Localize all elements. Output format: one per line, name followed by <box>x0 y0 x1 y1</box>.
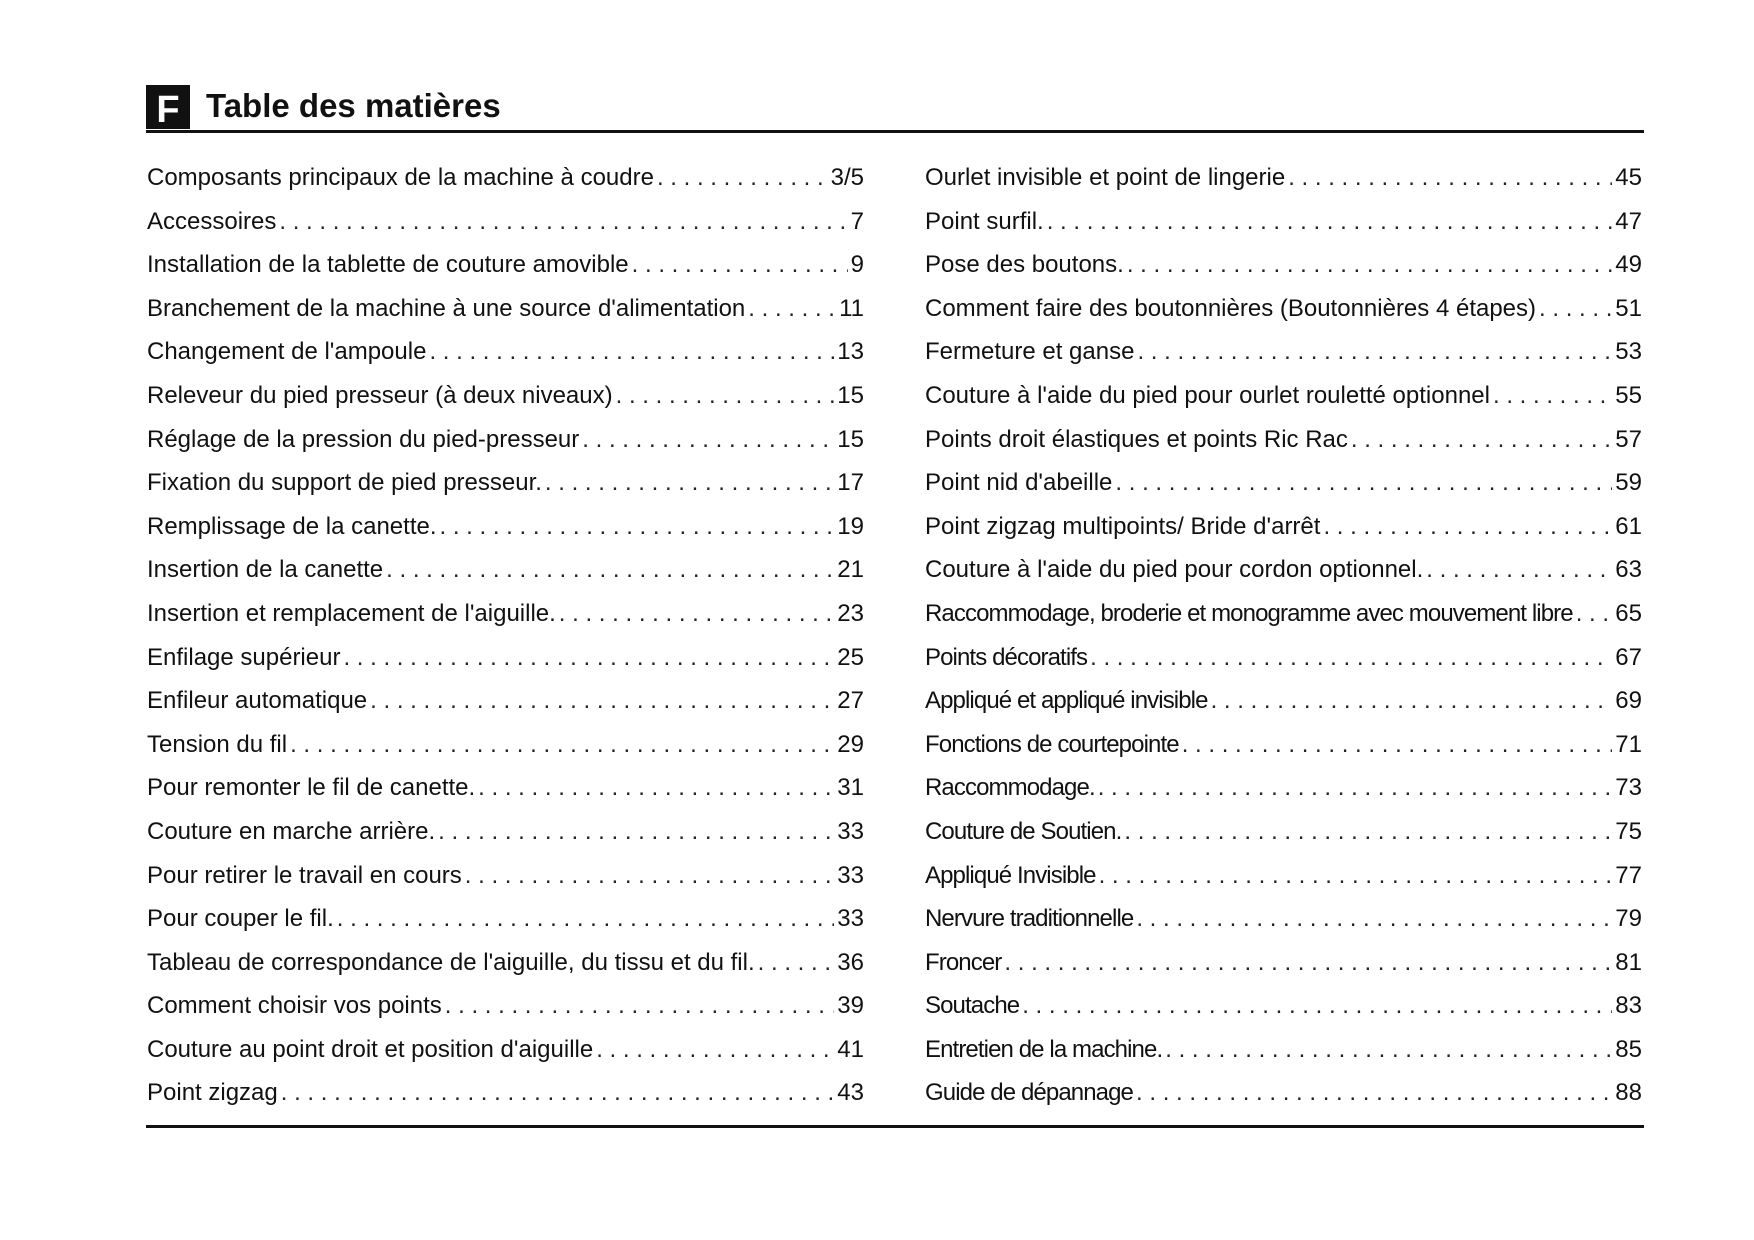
toc-entry-label: Fonctions de courtepointe <box>925 730 1179 758</box>
toc-entry[interactable] <box>147 636 864 680</box>
toc-entry-page: 33 <box>837 817 864 845</box>
toc-entry[interactable] <box>147 941 864 985</box>
toc-entry-page: 33 <box>837 861 864 889</box>
page-title: Table des matières <box>206 87 501 124</box>
toc-entry[interactable] <box>147 418 864 462</box>
toc-entry-label: Tableau de correspondance de l'aiguille, du tissu et du fil. <box>147 948 755 976</box>
dot-leader <box>386 548 834 592</box>
dot-leader <box>1127 243 1612 287</box>
toc-entry-page: 11 <box>839 294 864 322</box>
dot-leader <box>1115 461 1612 505</box>
toc-entry[interactable] <box>147 897 864 941</box>
dot-leader <box>1137 330 1612 374</box>
toc-entry[interactable] <box>925 243 1642 287</box>
toc-entry-label: Nervure traditionnelle <box>925 905 1134 933</box>
toc-entry-page: 39 <box>837 992 864 1020</box>
toc-entry-label: Installation de la tablette de couture amovible <box>147 251 629 279</box>
toc-entry[interactable] <box>925 505 1642 549</box>
toc-entry-page: 73 <box>1615 774 1642 802</box>
toc-left-column <box>147 156 864 1115</box>
toc-entry-page: 79 <box>1615 905 1642 933</box>
toc-entry-label: Comment faire des boutonnières (Boutonnières 4 étapes) <box>925 294 1537 322</box>
toc-entry[interactable] <box>925 810 1642 854</box>
toc-entry-label: Point zigzag multipoints/ Bride d'arrêt <box>925 512 1321 540</box>
toc-entry-page: 15 <box>837 425 864 453</box>
toc-entry[interactable] <box>925 461 1642 505</box>
toc-entry-page: 83 <box>1615 992 1642 1020</box>
dot-leader <box>438 810 834 854</box>
dot-leader <box>478 766 834 810</box>
toc-entry-label: Appliqué Invisible <box>925 861 1096 889</box>
toc-entry-label: Couture à l'aide du pied pour ourlet rouletté optionnel <box>925 381 1490 409</box>
dot-leader <box>440 505 835 549</box>
language-badge: F <box>146 85 190 129</box>
dot-leader <box>1090 636 1612 680</box>
dot-leader <box>1539 287 1612 331</box>
dot-leader <box>545 461 834 505</box>
toc-entry[interactable] <box>147 1071 864 1115</box>
toc-entry-label: Accessoires <box>147 207 277 235</box>
toc-entry[interactable] <box>925 766 1642 810</box>
toc-entry-page: 33 <box>837 905 864 933</box>
dot-leader <box>337 897 835 941</box>
toc-entry[interactable] <box>147 810 864 854</box>
dot-leader <box>1182 723 1613 767</box>
toc-entry-label: Branchement de la machine à une source d'alimentation <box>147 294 746 322</box>
dot-leader <box>279 200 847 244</box>
toc-entry-page: 47 <box>1615 207 1642 235</box>
toc-entry[interactable] <box>925 723 1642 767</box>
toc-entry-label: Insertion de la canette <box>147 556 384 584</box>
dot-leader <box>290 723 834 767</box>
toc-entry[interactable] <box>925 548 1642 592</box>
toc-entry[interactable] <box>147 461 864 505</box>
toc-entry-page: 81 <box>1615 948 1642 976</box>
dot-leader <box>1323 505 1612 549</box>
toc-entry-page: 67 <box>1615 643 1642 671</box>
toc-entry-page: 21 <box>837 556 864 584</box>
dot-leader <box>1288 156 1612 200</box>
toc-entry-page: 85 <box>1615 1035 1642 1063</box>
dot-leader <box>1098 766 1613 810</box>
toc-right-column <box>925 156 1642 1115</box>
toc-entry-label: Comment choisir vos points <box>147 992 442 1020</box>
toc-entry[interactable] <box>925 636 1642 680</box>
toc-entry-label: Point surfil. <box>925 207 1044 235</box>
toc-entry-page: 65 <box>1615 599 1642 627</box>
toc-entry-page: 36 <box>837 948 864 976</box>
toc-entry[interactable] <box>925 897 1642 941</box>
toc-entry-label: Tension du fil <box>147 730 288 758</box>
toc-entry-label: Point nid d'abeille <box>925 469 1113 497</box>
dot-leader <box>1047 200 1613 244</box>
dot-leader <box>1211 679 1613 723</box>
dot-leader <box>1576 592 1613 636</box>
dot-leader <box>758 941 835 985</box>
toc-entry[interactable] <box>147 505 864 549</box>
dot-leader <box>596 1028 834 1072</box>
toc-entry-label: Points droit élastiques et points Ric Rac <box>925 425 1348 453</box>
toc-entry-page: 51 <box>1615 294 1642 322</box>
toc-entry[interactable] <box>147 854 864 898</box>
dot-leader <box>657 156 828 200</box>
dot-leader <box>1004 941 1612 985</box>
toc-entry-page: 55 <box>1615 381 1642 409</box>
toc-entry-page: 49 <box>1615 251 1642 279</box>
toc-entry-page: 7 <box>850 207 864 235</box>
toc-entry-label: Soutache <box>925 992 1020 1020</box>
toc-entry-page: 19 <box>837 512 864 540</box>
toc-entry[interactable] <box>147 679 864 723</box>
toc-entry-page: 15 <box>837 381 864 409</box>
toc-entry-page: 23 <box>837 599 864 627</box>
toc-entry-page: 3/5 <box>830 164 864 191</box>
dot-leader <box>632 243 848 287</box>
toc-entry-label: Pour couper le fil. <box>147 905 334 933</box>
toc-entry[interactable] <box>147 243 864 287</box>
toc-entry-label: Composants principaux de la machine à coudre <box>147 164 654 191</box>
dot-leader <box>1124 810 1612 854</box>
toc-entry[interactable] <box>925 1071 1642 1115</box>
toc-entry-label: Couture à l'aide du pied pour cordon optionnel. <box>925 556 1424 584</box>
toc-entry[interactable] <box>147 723 864 767</box>
toc-entry-label: Raccommodage, broderie et monogramme avec mouvement libre <box>925 599 1573 627</box>
toc-entry-page: 69 <box>1615 687 1642 715</box>
toc-entry-page: 88 <box>1615 1079 1642 1107</box>
toc-entry[interactable] <box>925 287 1642 331</box>
dot-leader <box>616 374 835 418</box>
toc-entry[interactable] <box>147 984 864 1028</box>
toc-entry[interactable] <box>147 156 864 200</box>
toc-entry-page: 61 <box>1615 512 1642 540</box>
toc-entry[interactable] <box>147 287 864 331</box>
dot-leader <box>1426 548 1612 592</box>
toc-entry-label: Pose des boutons. <box>925 251 1124 279</box>
toc-entry[interactable] <box>147 200 864 244</box>
toc-entry-label: Enfilage supérieur <box>147 643 341 671</box>
toc-entry-label: Entretien de la machine. <box>925 1035 1163 1063</box>
toc-entry-label: Points décoratifs <box>925 643 1088 671</box>
dot-leader <box>748 287 836 331</box>
dot-leader <box>559 592 835 636</box>
toc-entry[interactable] <box>925 592 1642 636</box>
toc-entry-label: Couture au point droit et position d'aiguille <box>147 1035 594 1063</box>
toc-entry[interactable] <box>147 330 864 374</box>
toc-entry-label: Insertion et remplacement de l'aiguille. <box>147 599 556 627</box>
toc-entry[interactable] <box>147 548 864 592</box>
dot-leader <box>1165 1028 1612 1072</box>
toc-entry[interactable] <box>147 766 864 810</box>
toc-entry-label: Appliqué et appliqué invisible <box>925 687 1208 715</box>
toc-entry-page: 29 <box>837 730 864 758</box>
dot-leader <box>1351 418 1612 462</box>
toc-entry-label: Réglage de la pression du pied-presseur <box>147 425 580 453</box>
dot-leader <box>445 984 835 1028</box>
toc-entry-label: Raccommodage. <box>925 774 1095 802</box>
toc-entry-label: Pour retirer le travail en cours <box>147 861 462 889</box>
dot-leader <box>343 636 834 680</box>
toc-entry-label: Enfileur automatique <box>147 687 368 715</box>
toc-entry-label: Froncer <box>925 948 1002 976</box>
dot-leader <box>1493 374 1612 418</box>
toc-entry-label: Couture en marche arrière. <box>147 817 436 845</box>
toc-entry-label: Changement de l'ampoule <box>147 338 427 366</box>
dot-leader <box>281 1071 835 1115</box>
toc-entry-label: Pour remonter le fil de canette. <box>147 774 476 802</box>
dot-leader <box>1136 897 1612 941</box>
dot-leader <box>429 330 834 374</box>
toc-entry-label: Releveur du pied presseur (à deux niveaux) <box>147 381 613 409</box>
toc-entry-page: 25 <box>837 643 864 671</box>
toc-entry-page: 59 <box>1615 469 1642 497</box>
toc-entry-page: 13 <box>837 338 864 366</box>
toc-entry-page: 41 <box>837 1035 864 1063</box>
toc-entry-page: 63 <box>1615 556 1642 584</box>
toc-entry-page: 75 <box>1615 817 1642 845</box>
toc-entry[interactable] <box>925 941 1642 985</box>
toc-entry[interactable] <box>147 374 864 418</box>
toc-entry-label: Fixation du support de pied presseur. <box>147 469 542 497</box>
toc-entry[interactable] <box>147 592 864 636</box>
toc-entry-page: 45 <box>1615 164 1642 191</box>
dot-leader <box>582 418 834 462</box>
toc-entry-page: 31 <box>837 774 864 802</box>
dot-leader <box>370 679 834 723</box>
toc-entry-page: 57 <box>1615 425 1642 453</box>
toc-entry[interactable] <box>925 374 1642 418</box>
toc-entry-label: Remplissage de la canette. <box>147 512 437 540</box>
dot-leader <box>465 854 835 898</box>
toc-entry[interactable] <box>925 679 1642 723</box>
toc-entry[interactable] <box>925 418 1642 462</box>
toc-entry[interactable] <box>925 330 1642 374</box>
toc-entry-label: Couture de Soutien. <box>925 817 1122 845</box>
toc-entry-page: 9 <box>850 251 864 279</box>
toc-entry-page: 53 <box>1615 338 1642 366</box>
toc-entry-label: Ourlet invisible et point de lingerie <box>925 164 1286 191</box>
toc-entry-page: 17 <box>837 469 864 497</box>
toc-entry-label: Point zigzag <box>147 1079 278 1107</box>
toc-entry[interactable] <box>147 1028 864 1072</box>
toc-entry[interactable] <box>925 156 1642 200</box>
toc-entry-page: 27 <box>837 687 864 715</box>
toc-entry[interactable] <box>925 200 1642 244</box>
toc-entry-label: Guide de dépannage <box>925 1079 1134 1107</box>
toc-entry[interactable] <box>925 984 1642 1028</box>
toc-entry-page: 43 <box>837 1079 864 1107</box>
toc-entry-page: 71 <box>1615 730 1642 758</box>
toc-entry[interactable] <box>925 854 1642 898</box>
footer-divider <box>146 1125 1644 1128</box>
dot-leader <box>1136 1071 1612 1115</box>
dot-leader <box>1022 984 1612 1028</box>
toc-entry[interactable] <box>925 1028 1642 1072</box>
toc-entry-label: Fermeture et ganse <box>925 338 1135 366</box>
page-header <box>146 84 1644 133</box>
toc-entry-page: 77 <box>1615 861 1642 889</box>
dot-leader <box>1099 854 1613 898</box>
